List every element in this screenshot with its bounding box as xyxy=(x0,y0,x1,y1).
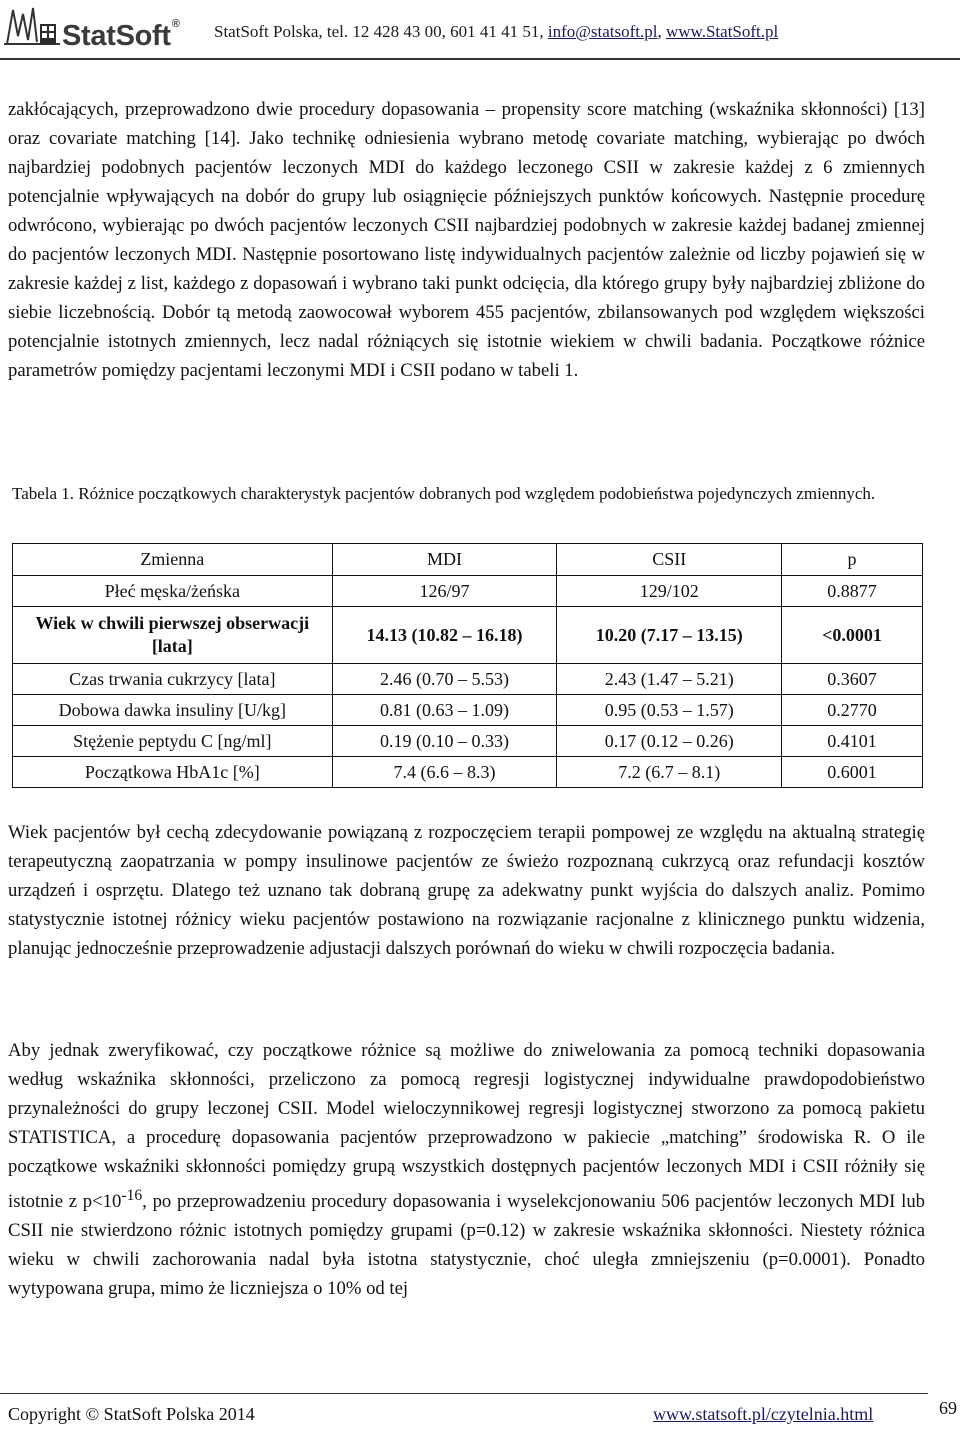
chart-logo-icon xyxy=(4,6,62,50)
paragraph-propensity xyxy=(8,1036,925,1303)
cell-mdi: 7.4 (6.6 – 8.3) xyxy=(332,757,557,788)
cell-mdi: 14.13 (10.82 – 16.18) xyxy=(332,607,557,664)
results-table xyxy=(12,543,923,788)
cell-csii: 0.17 (0.12 – 0.26) xyxy=(557,726,782,757)
cell-mdi: 126/97 xyxy=(332,576,557,607)
cell-mdi: 0.19 (0.10 – 0.33) xyxy=(332,726,557,757)
footer-divider xyxy=(0,1393,928,1394)
cell-p: 0.3607 xyxy=(782,664,923,695)
cell-csii: 7.2 (6.7 – 8.1) xyxy=(557,757,782,788)
cell-variable: Wiek w chwili pierwszej obserwacji [lata] xyxy=(13,607,333,664)
header-cell-mdi: MDI xyxy=(332,544,557,576)
table-row-significant xyxy=(13,607,923,664)
statsoft-logo[interactable] xyxy=(4,6,190,50)
cell-variable: Czas trwania cukrzycy [lata] xyxy=(13,664,333,695)
table-header-row xyxy=(13,544,923,576)
page-header xyxy=(0,0,960,56)
cell-csii: 2.43 (1.47 – 5.21) xyxy=(557,664,782,695)
table-row xyxy=(13,757,923,788)
paragraph-text-continued: , po przeprowadzeniu procedury dopasowania i wyselekcjonowaniu 506 pacjentów leczonych MDI lub CSII nie stwierdzono różnic istotnych pomiędzy grupami (p=0.12) w zakresie wskaźnika skłonności. Niestety różnica wieku w chwili zachorowania nadal była istotna statystycznie, choć uległa zmniejszeniu (p=0.0001). Ponadto wytypowana grupa, mimo że liczniejsza o 10% od tej xyxy=(8,1191,926,1300)
cell-p: 0.2770 xyxy=(782,695,923,726)
email-link[interactable]: info@statsoft.pl xyxy=(547,22,658,41)
cell-csii: 129/102 xyxy=(557,576,782,607)
cell-csii: 10.20 (7.17 – 13.15) xyxy=(557,607,782,664)
footer-link[interactable]: www.statsoft.pl/czytelnia.html xyxy=(653,1404,874,1424)
cell-mdi: 2.46 (0.70 – 5.53) xyxy=(332,664,557,695)
cell-variable: Dobowa dawka insuliny [U/kg] xyxy=(13,695,333,726)
header-cell-p: p xyxy=(782,544,923,576)
cell-p: <0.0001 xyxy=(782,607,923,664)
paragraph-methods: zakłócających, przeprowadzono dwie procedury dopasowania – propensity score matching (wskaźnika skłonności) [13] oraz covariate matching [14]. Jako technikę odniesienia wybrano metodę covariate matching, wybierając po dwóch najbardziej podobnych pacjentów leczonych MDI do każdego leczonego CSII w zakresie każdej z 6 zmiennych potencjalnie wpływających na dobór do grupy lub osiągnięcie późniejszych punktów końcowych. Następnie procedurę odwrócono, wybierając po dwóch pacjentów leczonych CSII najbardziej podobnych w zakresie każdej badanej zmiennej do pacjentów leczonych MDI. Następnie posortowano listę indywidualnych pacjentów zależnie od liczby pojawień się w zakresie każdej z list, każdego z dopasowań i wybrano taki punkt odcięcia, dla którego grupy były najbardziej zbliżone do siebie liczebnością. Dobór tą metodą zaowocował wyborem 455 pacjentów, zbilansowanych pod względem większości potencjalnie istotnych zmiennych, lecz nadal różniących się istotnie wiekiem w chwili badania. Początkowe różnice parametrów pomiędzy pacjentami leczonymi MDI i CSII podano w tabeli 1. xyxy=(8,99,925,381)
header-cell-csii: CSII xyxy=(557,544,782,576)
logo-text: StatSoft® xyxy=(62,18,180,52)
header-contact xyxy=(214,22,778,42)
table-row xyxy=(13,726,923,757)
header-cell-variable: Zmienna xyxy=(13,544,333,576)
table-row xyxy=(13,664,923,695)
contact-separator: , xyxy=(657,22,666,41)
page-number: 69 xyxy=(939,1398,957,1418)
paragraph-age-discussion: Wiek pacjentów był cechą zdecydowanie powiązaną z rozpoczęciem terapii pompowej ze względu na aktualną strategię terapeutyczną zaopatrzania w pompy insulinowe pacjentów ze świeżo rozpoznaną cukrzycą oraz refundacji kosztów urządzeń i osprzętu. Dlatego też uznano tak dobraną grupę za adekwatny punkt wyjścia do dalszych analiz. Pomimo statystycznie istotnej różnicy wieku pacjentów postawiono na rozwiązanie racjonalne z klinicznego punktu widzenia, planując jednocześnie przeprowadzenie adjustacji dalszych porównań do wieku w chwili rozpoczęcia badania. xyxy=(8,822,925,959)
contact-info: StatSoft Polska, tel. 12 428 43 00, 601 41 41 51, xyxy=(214,22,548,41)
website-link[interactable]: www.StatSoft.pl xyxy=(666,22,779,41)
table-caption: Tabela 1. Różnice początkowych charakterystyk pacjentów dobranych pod względem podobieństwa pojedynczych zmiennych. xyxy=(12,484,876,503)
cell-p: 0.4101 xyxy=(782,726,923,757)
exponent: -16 xyxy=(121,1187,143,1204)
table-row xyxy=(13,695,923,726)
cell-p: 0.6001 xyxy=(782,757,923,788)
header-divider xyxy=(0,58,960,60)
cell-mdi: 0.81 (0.63 – 1.09) xyxy=(332,695,557,726)
cell-p: 0.8877 xyxy=(782,576,923,607)
footer-copyright: Copyright © StatSoft Polska 2014 xyxy=(8,1404,255,1424)
paragraph-text: Aby jednak zweryfikować, czy początkowe różnice są możliwe do zniwelowania za pomocą techniki dopasowania według wskaźnika skłonności, przeliczono za pomocą regresji logistycznej indywidualne prawdopodobieństwo przynależności do grupy leczonej CSII. Model wieloczynnikowej regresji logistycznej stworzono za pomocą pakietu STATISTICA, a procedurę dopasowania pacjentów przeprowadzono w pakiecie „matching” środowiska R. O ile początkowe wskaźniki skłonności pomiędzy grupą wszystkich dostępnych pacjentów leczonych MDI i CSII różniły się istotnie z p<10 xyxy=(8,1040,925,1213)
table-row xyxy=(13,576,923,607)
cell-variable: Stężenie peptydu C [ng/ml] xyxy=(13,726,333,757)
cell-variable: Płeć męska/żeńska xyxy=(13,576,333,607)
cell-variable: Początkowa HbA1c [%] xyxy=(13,757,333,788)
registered-mark: ® xyxy=(171,18,180,30)
cell-csii: 0.95 (0.53 – 1.57) xyxy=(557,695,782,726)
